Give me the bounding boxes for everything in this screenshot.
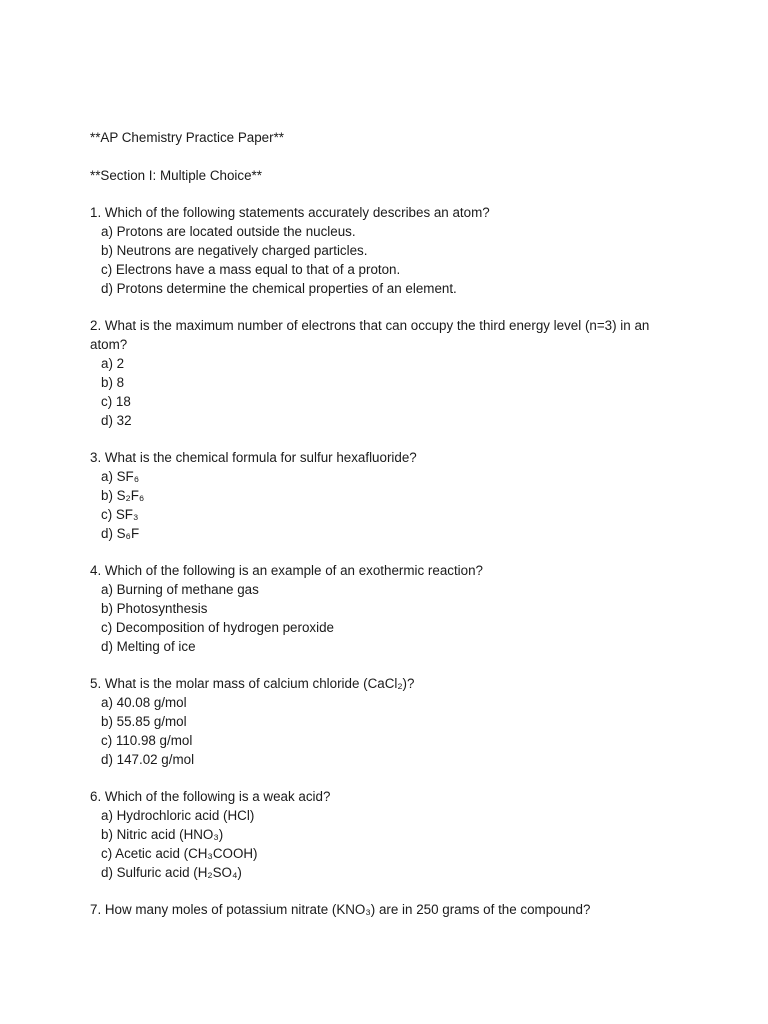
question-2-option-c: c) 18 (101, 394, 131, 409)
section-heading: **Section I: Multiple Choice** (90, 168, 262, 183)
question-4-option-b: b) Photosynthesis (101, 601, 208, 616)
question-2-option-a: a) 2 (101, 356, 125, 371)
question-2-option-d: d) 32 (101, 413, 132, 428)
question-1-option-d: d) Protons determine the chemical properties of an element. (101, 281, 457, 296)
question-6-option-c: c) Acetic acid (CH₃COOH) (101, 846, 258, 861)
question-5-option-c: c) 110.98 g/mol (101, 733, 193, 748)
question-3-stem: 3. What is the chemical formula for sulfur hexafluoride? (90, 450, 417, 465)
question-5-option-d: d) 147.02 g/mol (101, 752, 195, 767)
question-3-option-c: c) SF₃ (101, 507, 139, 522)
question-5-stem: 5. What is the molar mass of calcium chloride (CaCl₂)? (90, 676, 415, 691)
question-3-option-d: d) S₆F (101, 526, 140, 541)
question-4-option-c: c) Decomposition of hydrogen peroxide (101, 620, 334, 635)
question-1-option-a: a) Protons are located outside the nucleus. (101, 224, 356, 239)
question-1-stem: 1. Which of the following statements accurately describes an atom? (90, 205, 490, 220)
question-4-option-a: a) Burning of methane gas (101, 582, 259, 597)
question-3-option-a: a) SF₆ (101, 469, 140, 484)
question-1-option-c: c) Electrons have a mass equal to that of a proton. (101, 262, 401, 277)
question-6-option-b: b) Nitric acid (HNO₃) (101, 827, 224, 842)
question-3-option-b: b) S₂F₆ (101, 488, 145, 503)
question-2-stem: 2. What is the maximum number of electrons that can occupy the third energy level (n=3) in an (90, 318, 650, 333)
question-6-option-d: d) Sulfuric acid (H₂SO₄) (101, 865, 242, 880)
question-4-stem: 4. Which of the following is an example of an exothermic reaction? (90, 563, 483, 578)
question-1-option-b: b) Neutrons are negatively charged particles. (101, 243, 368, 258)
question-2-option-b: b) 8 (101, 375, 125, 390)
question-5-option-a: a) 40.08 g/mol (101, 695, 187, 710)
question-5-option-b: b) 55.85 g/mol (101, 714, 187, 729)
page-title: **AP Chemistry Practice Paper** (90, 130, 284, 145)
question-7-stem: 7. How many moles of potassium nitrate (KNO₃) are in 250 grams of the compound? (90, 902, 591, 917)
question-2-stem-continued: atom? (90, 337, 128, 352)
question-6-option-a: a) Hydrochloric acid (HCl) (101, 808, 255, 823)
question-4-option-d: d) Melting of ice (101, 639, 196, 654)
question-6-stem: 6. Which of the following is a weak acid? (90, 789, 331, 804)
